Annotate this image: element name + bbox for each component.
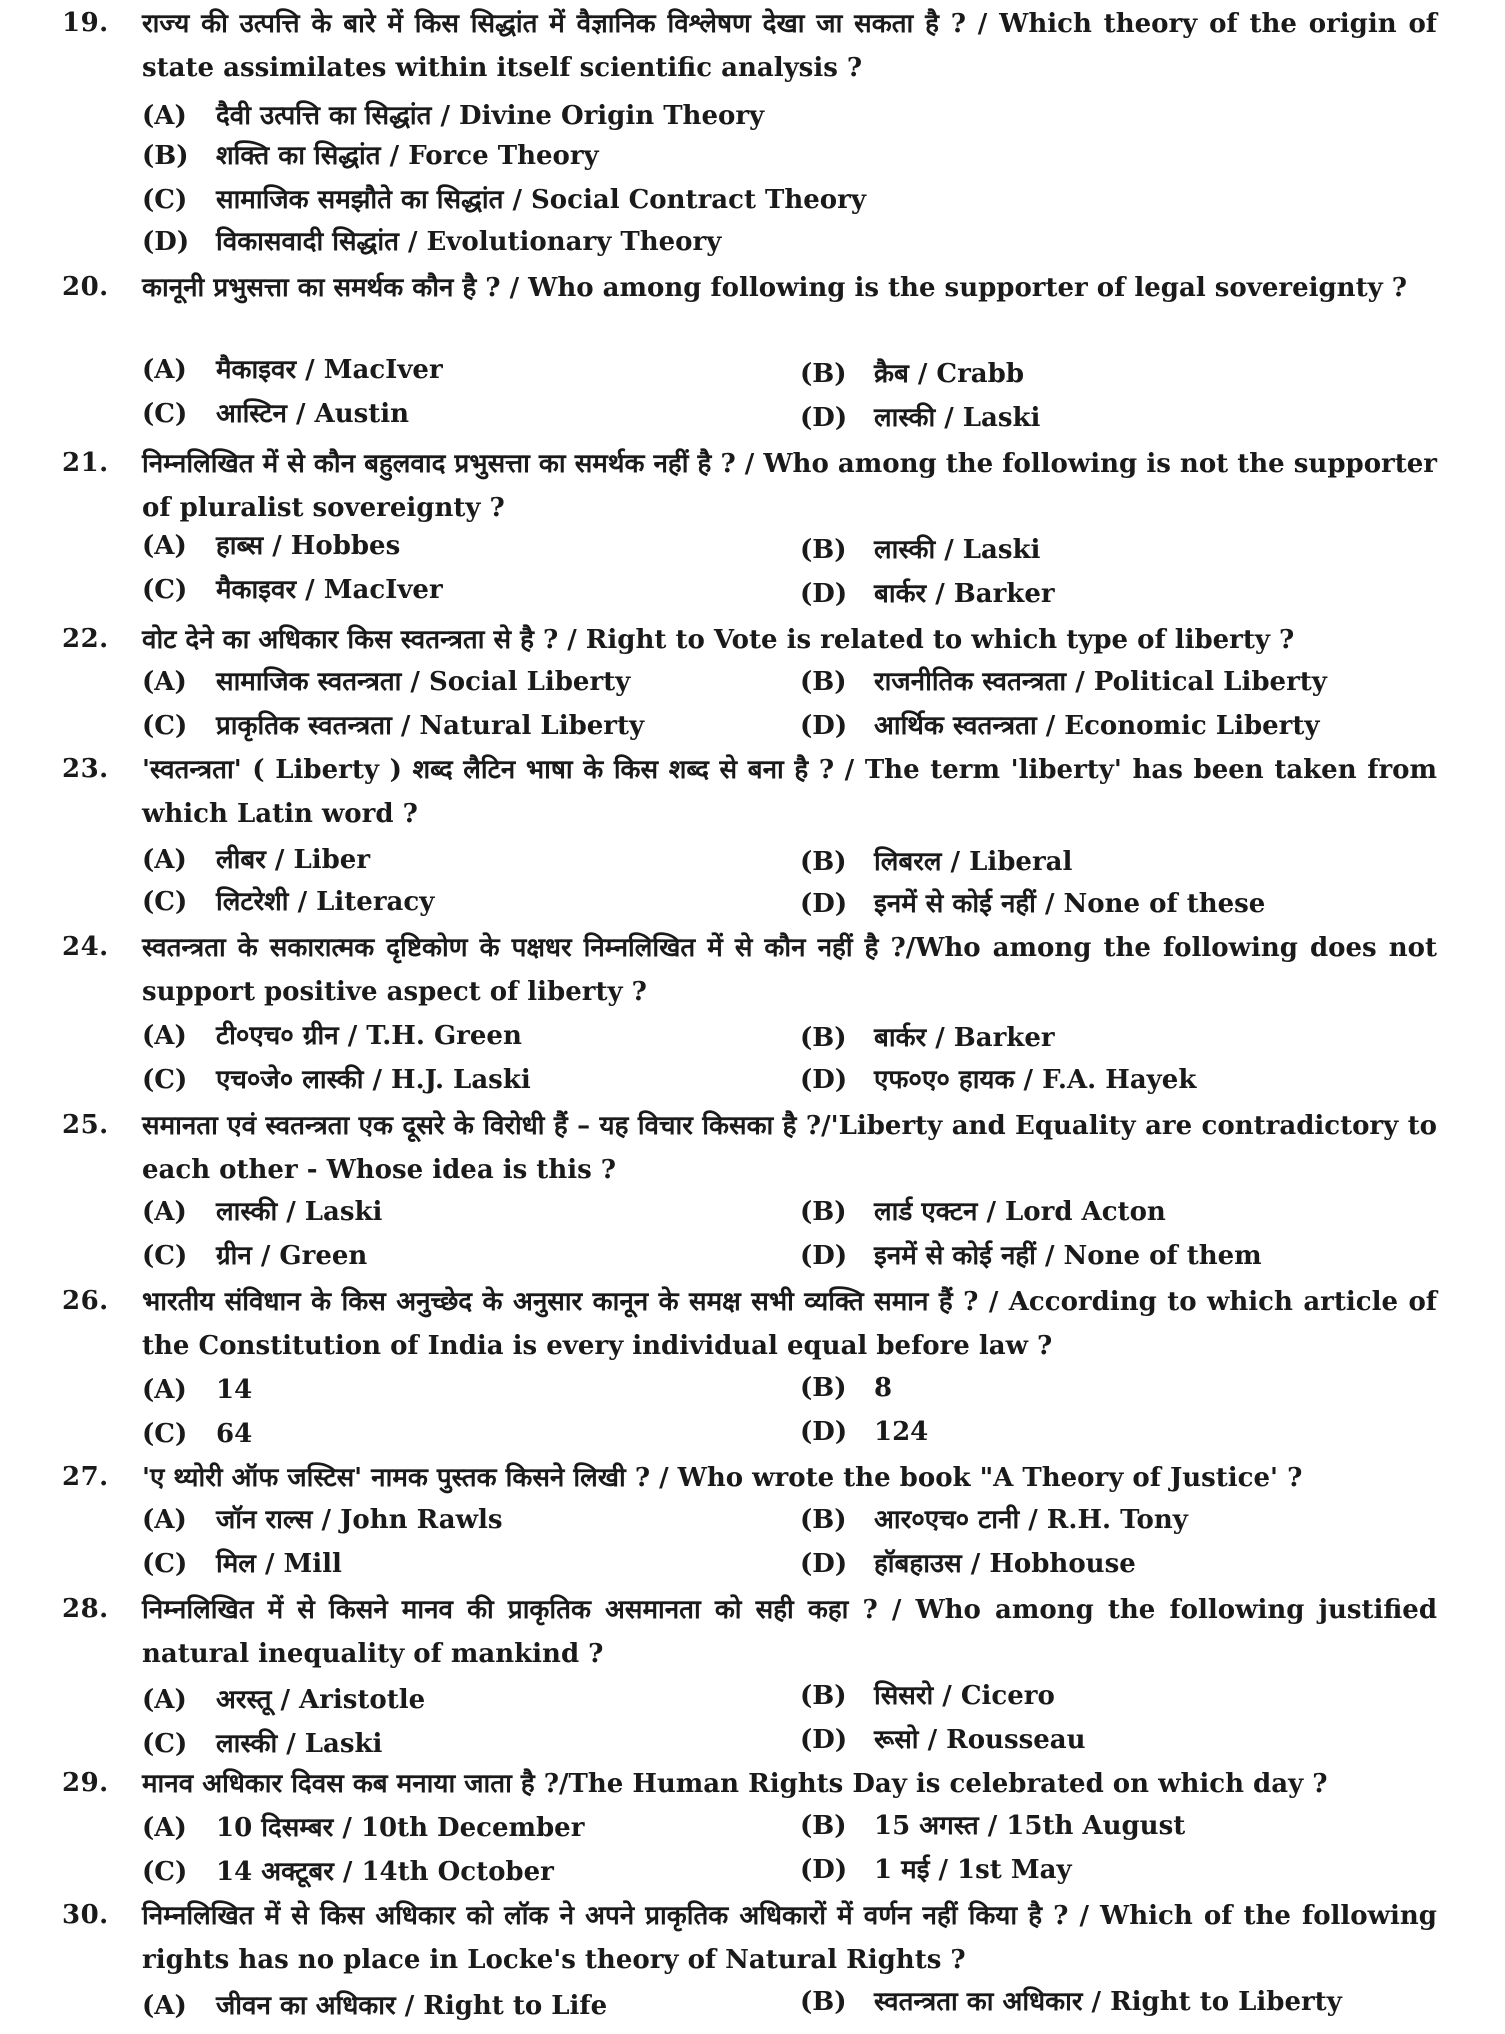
option-text: स्वतन्त्रता का अधिकार / Right to Liberty (874, 1987, 1342, 2017)
option-d (800, 884, 1265, 924)
option-text: बार्कर / Barker (874, 579, 1055, 609)
option-label: (C) (142, 1729, 188, 1759)
question-number: 23. (62, 754, 109, 784)
option-text: एफ०ए० हायक / F.A. Hayek (874, 1065, 1197, 1095)
question-text: कानूनी प्रभुसत्ता का समर्थक कौन है ? / Who among following is the supporter of legal sovereignty ? (142, 273, 1407, 303)
question-text: स्वतन्त्रता के सकारात्मक दृष्टिकोण के पक्षधर निम्नलिखित में से कौन नहीं है ?/Who among the following does not support positive aspect of liberty ? (142, 933, 1437, 1007)
option-c (142, 180, 866, 220)
option-label: (C) (142, 1857, 188, 1887)
option-label: (C) (142, 887, 188, 917)
option-text: आर०एच० टानी / R.H. Tony (874, 1505, 1188, 1535)
option-text: 64 (216, 1419, 253, 1449)
option-label: (B) (800, 1681, 847, 1711)
option-label: (A) (142, 845, 187, 875)
question-text: 'स्वतन्त्रता' ( Liberty ) शब्द लैटिन भाषा के किस शब्द से बना है ? / The term 'liberty' has been taken from which Latin word ? (142, 755, 1437, 829)
option-b (800, 1018, 1055, 1058)
option-label: (C) (142, 711, 188, 741)
question-text: 'ए थ्योरी ऑफ जस्टिस' नामक पुस्तक किसने लिखी ? / Who wrote the book "A Theory of Justice' ? (142, 1463, 1303, 1493)
option-b (800, 1806, 1185, 1846)
option-label: (D) (800, 1065, 848, 1095)
option-b (800, 354, 1024, 394)
option-text: लास्की / Laski (874, 535, 1041, 565)
option-a (142, 526, 400, 566)
option-text: लार्ड एक्टन / Lord Acton (874, 1197, 1166, 1227)
option-b (800, 1982, 1342, 2022)
option-c (142, 1414, 252, 1454)
question-text: राज्य की उत्पत्ति के बारे में किस सिद्धांत में वैज्ञानिक विश्लेषण देखा जा सकता है ? / Which theory of the origin of state assimilates within itself scientific analysis ? (142, 9, 1437, 83)
question-number: 29. (62, 1768, 109, 1798)
option-text: टी०एच० ग्रीन / T.H. Green (216, 1021, 522, 1051)
option-label: (C) (142, 1241, 188, 1271)
option-label: (B) (800, 359, 847, 389)
option-c (142, 1060, 531, 1100)
option-label: (C) (142, 1065, 188, 1095)
option-label: (D) (142, 227, 190, 257)
question-number: 25. (62, 1110, 109, 1140)
option-label: (D) (800, 1549, 848, 1579)
option-label: (A) (142, 1813, 187, 1843)
option-text: 15 अगस्त / 15th August (874, 1811, 1186, 1841)
option-text: लास्की / Laski (216, 1197, 383, 1227)
option-c (142, 1544, 342, 1584)
question-text: वोट देने का अधिकार किस स्वतन्त्रता से है ? / Right to Vote is related to which type of liberty ? (142, 625, 1295, 655)
question-number: 27. (62, 1462, 109, 1492)
option-text: हाब्स / Hobbes (216, 531, 401, 561)
option-b (800, 1500, 1188, 1540)
option-text: सामाजिक समझौते का सिद्धांत / Social Contract Theory (216, 185, 866, 215)
option-d (800, 1544, 1136, 1584)
option-label: (D) (800, 403, 848, 433)
option-text: विकासवादी सिद्धांत / Evolutionary Theory (216, 227, 722, 257)
option-a (142, 840, 370, 880)
option-text: 10 दिसम्बर / 10th December (216, 1813, 585, 1843)
option-c (142, 1236, 367, 1276)
option-label: (A) (142, 355, 187, 385)
option-d (800, 1850, 1072, 1890)
option-label: (A) (142, 1375, 187, 1405)
option-c (142, 882, 434, 922)
option-label: (C) (142, 1419, 188, 1449)
option-text: एच०जे० लास्की / H.J. Laski (216, 1065, 531, 1095)
option-text: 14 (216, 1375, 253, 1405)
option-text: रूसो / Rousseau (874, 1725, 1086, 1755)
option-label: (B) (800, 1987, 847, 2017)
option-text: सिसरो / Cicero (874, 1681, 1055, 1711)
option-text: लास्की / Laski (874, 403, 1041, 433)
question-text: मानव अधिकार दिवस कब मनाया जाता है ?/The Human Rights Day is celebrated on which day ? (142, 1769, 1328, 1799)
option-text: मैकाइवर / MacIver (216, 575, 443, 605)
option-text: 124 (874, 1417, 929, 1447)
option-label: (B) (800, 1505, 847, 1535)
option-label: (B) (800, 1811, 847, 1841)
option-text: लीबर / Liber (216, 845, 371, 875)
option-label: (B) (800, 1197, 847, 1227)
question-text: समानता एवं स्वतन्त्रता एक दूसरे के विरोधी हैं – यह विचार किसका है ?/'Liberty and Equality are contradictory to each other - Whose idea is this ? (142, 1111, 1437, 1185)
option-text: हॉबहाउस / Hobhouse (874, 1549, 1136, 1579)
option-text: दैवी उत्पत्ति का सिद्धांत / Divine Origin Theory (216, 101, 765, 131)
option-label: (D) (800, 1725, 848, 1755)
question-number: 21. (62, 448, 109, 478)
option-text: 14 अक्टूबर / 14th October (216, 1857, 554, 1887)
option-label: (B) (800, 535, 847, 565)
option-text: लिटरेशी / Literacy (216, 887, 435, 917)
option-label: (D) (800, 579, 848, 609)
option-text: जीवन का अधिकार / Right to Life (216, 1991, 608, 2021)
option-label: (D) (800, 1241, 848, 1271)
option-label: (D) (800, 1417, 848, 1447)
option-d (800, 1412, 928, 1452)
option-a (142, 350, 443, 390)
option-label: (D) (800, 889, 848, 919)
option-c (142, 706, 644, 746)
option-text: 8 (874, 1373, 893, 1403)
question-text: भारतीय संविधान के किस अनुच्छेद के अनुसार कानून के समक्ष सभी व्यक्ति समान हैं ? / According to which article of the Constitution of India is every individual equal before law ? (142, 1287, 1437, 1361)
option-text: क्रैब / Crabb (874, 359, 1025, 389)
option-label: (A) (142, 1685, 187, 1715)
option-label: (D) (800, 711, 848, 741)
option-label: (C) (142, 575, 188, 605)
option-label: (A) (142, 1021, 187, 1051)
option-text: मैकाइवर / MacIver (216, 355, 443, 385)
option-c (142, 570, 443, 610)
option-b (800, 842, 1072, 882)
option-label: (B) (800, 1373, 847, 1403)
option-label: (B) (142, 141, 189, 171)
option-d (800, 574, 1055, 614)
question-number: 28. (62, 1594, 109, 1624)
option-a (142, 1680, 425, 1720)
option-text: जॉन राल्स / John Rawls (216, 1505, 503, 1535)
option-a (142, 662, 630, 702)
option-text: राजनीतिक स्वतन्त्रता / Political Liberty (874, 667, 1327, 697)
option-d (800, 706, 1320, 746)
question-text: निम्नलिखित में से कौन बहुलवाद प्रभुसत्ता का समर्थक नहीं है ? / Who among the following is not the supporter of pluralist sovereignty ? (142, 449, 1437, 523)
option-label: (B) (800, 667, 847, 697)
option-a (142, 1986, 607, 2026)
option-label: (A) (142, 1505, 187, 1535)
option-a (142, 96, 764, 136)
question-number: 19. (62, 8, 109, 38)
option-d (800, 398, 1040, 438)
question-number: 20. (62, 272, 109, 302)
option-text: शक्ति का सिद्धांत / Force Theory (216, 141, 599, 171)
option-d (800, 1060, 1196, 1100)
option-label: (D) (800, 1855, 848, 1885)
option-a (142, 1808, 584, 1848)
option-text: ग्रीन / Green (216, 1241, 368, 1271)
option-c (142, 394, 409, 434)
option-c (142, 1724, 382, 1764)
question-number: 24. (62, 932, 109, 962)
option-d (142, 222, 721, 262)
option-b (142, 136, 599, 176)
option-label: (B) (800, 847, 847, 877)
option-a (142, 1500, 503, 1540)
option-label: (A) (142, 101, 187, 131)
question-number: 22. (62, 624, 109, 654)
option-text: बार्कर / Barker (874, 1023, 1055, 1053)
option-c (142, 1852, 554, 1892)
option-text: आस्टिन / Austin (216, 399, 410, 429)
option-d (800, 1720, 1086, 1760)
option-text: मिल / Mill (216, 1549, 342, 1579)
option-b (800, 1192, 1166, 1232)
option-label: (B) (800, 1023, 847, 1053)
option-text: इनमें से कोई नहीं / None of them (874, 1241, 1262, 1271)
option-label: (A) (142, 667, 187, 697)
option-a (142, 1016, 522, 1056)
option-label: (A) (142, 531, 187, 561)
question-number: 26. (62, 1286, 109, 1316)
option-label: (C) (142, 399, 188, 429)
option-a (142, 1192, 382, 1232)
option-b (800, 662, 1327, 702)
option-b (800, 1676, 1055, 1716)
question-text: निम्नलिखित में से किस अधिकार को लॉक ने अपने प्राकृतिक अधिकारों में वर्णन नहीं किया है ? / Which of the following rights has no place in Locke's theory of Natural Rights ? (142, 1901, 1437, 1975)
option-text: लिबरल / Liberal (874, 847, 1073, 877)
option-label: (C) (142, 1549, 188, 1579)
question-number: 30. (62, 1900, 109, 1930)
option-label: (A) (142, 1197, 187, 1227)
option-text: 1 मई / 1st May (874, 1855, 1072, 1885)
option-text: लास्की / Laski (216, 1729, 383, 1759)
option-label: (C) (142, 185, 188, 215)
question-text: निम्नलिखित में से किसने मानव की प्राकृतिक असमानता को सही कहा ? / Who among the following justified natural inequality of mankind ? (142, 1595, 1437, 1669)
option-label: (A) (142, 1991, 187, 2021)
option-text: प्राकृतिक स्वतन्त्रता / Natural Liberty (216, 711, 645, 741)
option-text: आर्थिक स्वतन्त्रता / Economic Liberty (874, 711, 1320, 741)
option-text: अरस्तू / Aristotle (216, 1685, 426, 1715)
option-a (142, 1370, 252, 1410)
option-text: इनमें से कोई नहीं / None of these (874, 889, 1266, 919)
option-b (800, 1368, 892, 1408)
option-text: सामाजिक स्वतन्त्रता / Social Liberty (216, 667, 631, 697)
option-d (800, 1236, 1262, 1276)
option-b (800, 530, 1040, 570)
